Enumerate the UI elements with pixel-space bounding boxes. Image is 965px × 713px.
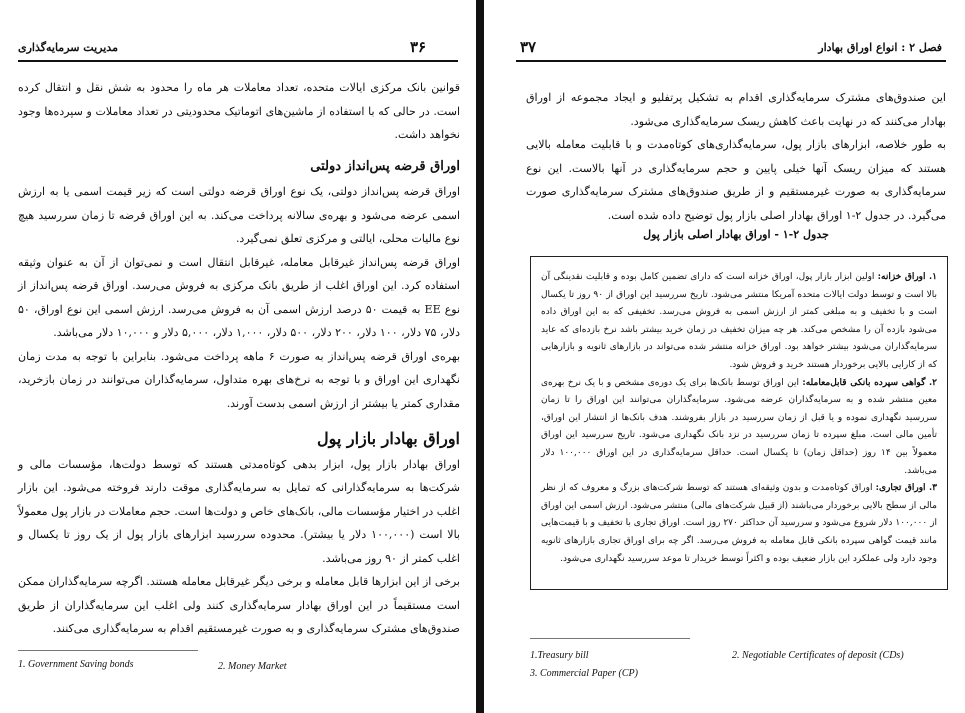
table-item-text: این اوراق توسط بانک‌ها برای یک دوره‌ی مشخص و با یک نرخ بهره‌ی معین منتشر شده و به سرمایه‌گذاران عرضه می‌شود. سرمایه‌گذاران می‌توانند این اوراق را تا زمان سررسید نگهداری نموده و یا قبل از زمان سررسید در بازار بفروشند. هدف بانک‌ها از انتشار این اوراق، تأمین مالی است. مبلغ سپرده تا زمان سررسید در نزد بانک نگهداری می‌شود. تاریخ سررسید این اوراق معمولاً بین ۱۴ روز (حداقل زمان) تا یکسال است. حداقل سرمایه‌گذاری در این اوراق ۱۰۰,۰۰۰ دلار می‌باشد. bbox=[541, 377, 937, 476]
paragraph: بهره‌ی اوراق قرضه پس‌انداز به صورت ۶ ماهه پرداخت می‌شود. بنابراین با توجه به مدت زمان نگهداری این اوراق و با توجه به نرخ‌های بهره متداول، سرمایه‌گذاران می‌توانند در زمان بازخرید، مقداری کمتر یا بیشتر از ارزش اسمی بدست آورند. bbox=[18, 349, 461, 410]
footnote: 1. Government Saving bonds bbox=[18, 659, 134, 670]
running-title: فصل ۲ : انواع اوراق بهادار bbox=[818, 41, 942, 54]
footnote: 2. Negotiable Certificates of deposit (CDs) bbox=[732, 650, 904, 661]
page-gutter bbox=[476, 0, 484, 713]
table-item-text: اوراق کوتاه‌مدت و بدون وثیقه‌ای هستند که توسط شرکت‌های بزرگ و معروف که از نظر مالی از سطح بالایی برخوردار می‌باشند (از قبیل شرکت‌های مالی) منتشر می‌شود. ارزش اسمی این اوراق از ۱۰۰,۰۰۰ دلار شروع می‌شود و سررسید آن حداکثر ۲۷۰ روز است. اوراق تجاری با تخفیف و با قیمت‌هایی مانند قیمت گواهی سپرده بانکی قابل معامله به فروش می‌رسد. اگر چه برای اوراق تجاری بازارهای ثانویه وجود دارد ولی عملکرد این بازار ضعیف بوده و اکثراً توسط خریدار تا موعد سررسید نگهداری می‌شود. bbox=[541, 483, 937, 564]
table-item-text: اولین ابزار بازار پول، اوراق خزانه است که دارای تضمین کامل بوده و قابلیت نقدینگی آن بالا است و توسط دولت ایالات متحده آمریکا منتشر می‌شود. تاریخ سررسید این اوراق از ۹۰ روز تا یکسال است و با تخفیف و به مبلغی کمتر از ارزش اسمی به فروش می‌رسد. تخفیفی که به این اوراق داده می‌شود بازده آن را مشخص می‌کند. هر چه میزان تخفیف در زمان خرید بیشتر باشد نرخ بازده‌ای که عاید سرمایه‌گذاران می‌شود بیشتر خواهد بود. اوراق خزانه منتشر شده می‌تواند در بازارهای ثانویه و بازارهایی که از کارایی بالایی برخوردار هستند خرید و فروش شود. bbox=[541, 272, 937, 370]
paragraph: اوراق قرضه پس‌انداز غیرقابل معامله، غیرقابل انتقال است و نمی‌توان از آن به عنوان وثیقه استفاده کرد. این اوراق اغلب از طریق بانک مرکزی به فروش می‌رسد. اوراق قرضه پس‌انداز از نوع EE به قیمت ۵۰ درصد ارزش اسمی آن به فروش می‌رسد. ارزش اسمی این نوع اوراق، ۵۰ دلار، ۷۵ دلار، ۱۰۰ دلار، ۲۰۰ دلار، ۵۰۰ دلار، ۱,۰۰۰ دلار، ۵,۰۰۰ دلار و ۱۰,۰۰۰ دلار می‌باشد. bbox=[18, 255, 461, 339]
table-item-label: ۲. گواهی سپرده بانکی قابل‌معامله: bbox=[802, 377, 937, 388]
table-box bbox=[530, 256, 948, 590]
table-title: جدول ۲-۱ - اوراق بهادار اصلی بازار پول bbox=[643, 228, 829, 241]
section-heading: اوراق بهادار بازار پول bbox=[316, 429, 460, 448]
footnote-rule bbox=[530, 638, 690, 639]
paragraph: اوراق بهادار بازار پول، ابزار بدهی کوتاه‌مدتی هستند که توسط دولت‌ها، مؤسسات مالی و شرکت‌ها به سرمایه‌گذارانی که تمایل به سرمایه‌گذاری موقت دارند فروخته می‌شود. این بازار اغلب در اختیار مؤسسات مالی، بانک‌های خاص و دولت‌ها است. حجم معاملات در بازار پول معمولاً بالا است (۱۰۰,۰۰۰ دلار یا بیشتر). محدوده سررسید ابزارهای بازار پول از یک روز تا یکسال و اغلب کمتر از ۹۰ روز می‌باشد. bbox=[18, 457, 460, 565]
page-number: ۳۶ bbox=[410, 38, 427, 56]
left-page bbox=[0, 0, 478, 713]
right-page bbox=[486, 0, 965, 713]
table-item-label: ۳. اوراق تجاری: bbox=[875, 483, 937, 494]
right-page-header bbox=[516, 38, 946, 62]
footnote: 2. Money Market bbox=[218, 661, 287, 672]
paragraph: برخی از این ابزارها قابل معامله و برخی دیگر غیرقابل معامله هستند. اگرچه سرمایه‌گذاران ممکن است مستقیماً در این اوراق بهادار سرمایه‌گذاری کنند ولی اغلب این سرمایه‌گذاران از طریق صندوق‌های مشترک سرمایه‌گذاری و به صورت غیرمستقیم اقدام به سرمایه‌گذاری می‌کنند. bbox=[18, 575, 460, 635]
paragraph: قوانین بانک مرکزی ایالات متحده، تعداد معاملات هر ماه را محدود به شش نقل و انتقال کرده است. در حالی که با استفاده از ماشین‌های اتوماتیک محدودیتی در تعداد معاملات و سپرده‌ها وجود نخواهد داشت. bbox=[18, 81, 460, 141]
table-item bbox=[541, 269, 937, 375]
footnote-rule bbox=[18, 650, 198, 651]
running-title: مدیریت سرمایه‌گذاری bbox=[18, 41, 118, 54]
table-item bbox=[541, 480, 937, 568]
page-number: ۳۷ bbox=[520, 38, 537, 56]
table-item bbox=[541, 375, 937, 481]
paragraph: این صندوق‌های مشترک سرمایه‌گذاری اقدام به تشکیل پرتفلیو و ایجاد مجموعه از اوراق بهادار می‌کنند که در نهایت باعث کاهش ریسک سرمایه‌گذاری می‌شود. bbox=[526, 91, 946, 128]
footnote: 1.Treasury bill bbox=[530, 650, 589, 661]
right-page-body bbox=[526, 86, 946, 227]
paragraph: اوراق قرضه پس‌انداز دولتی، یک نوع اوراق قرضه دولتی است که زیر قیمت اسمی یا به ارزش اسمی عرضه می‌شود و بهره‌ی سالانه پرداخت می‌کند. به این اوراق قرضه تا زمان سررسید هیچ نوع مالیات محلی، ایالتی و مرکزی تعلق نمی‌گیرد. bbox=[18, 185, 460, 245]
footnote: 3. Commercial Paper (CP) bbox=[530, 668, 638, 679]
paragraph: به طور خلاصه، ابزارهای بازار پول، سرمایه‌گذاری‌های کوتاه‌مدت و با قابلیت معامله بالایی هستند که میزان ریسک آنها خیلی پایین و حجم سرمایه‌گذاری در آنها بالاست. این نوع سرمایه‌گذاری به صورت غیرمستقیم و از طریق صندوق‌های مشترک سرمایه‌گذاری صورت می‌گیرد. در جدول ۲-۱ اوراق بهادار اصلی بازار پول توضیح داده شده است. bbox=[526, 138, 946, 222]
table-item-label: ۱. اوراق خزانه: bbox=[877, 272, 937, 282]
section-heading: اوراق قرضه پس‌انداز دولتی bbox=[310, 158, 460, 174]
left-page-body bbox=[18, 76, 460, 641]
left-page-header bbox=[18, 38, 458, 62]
